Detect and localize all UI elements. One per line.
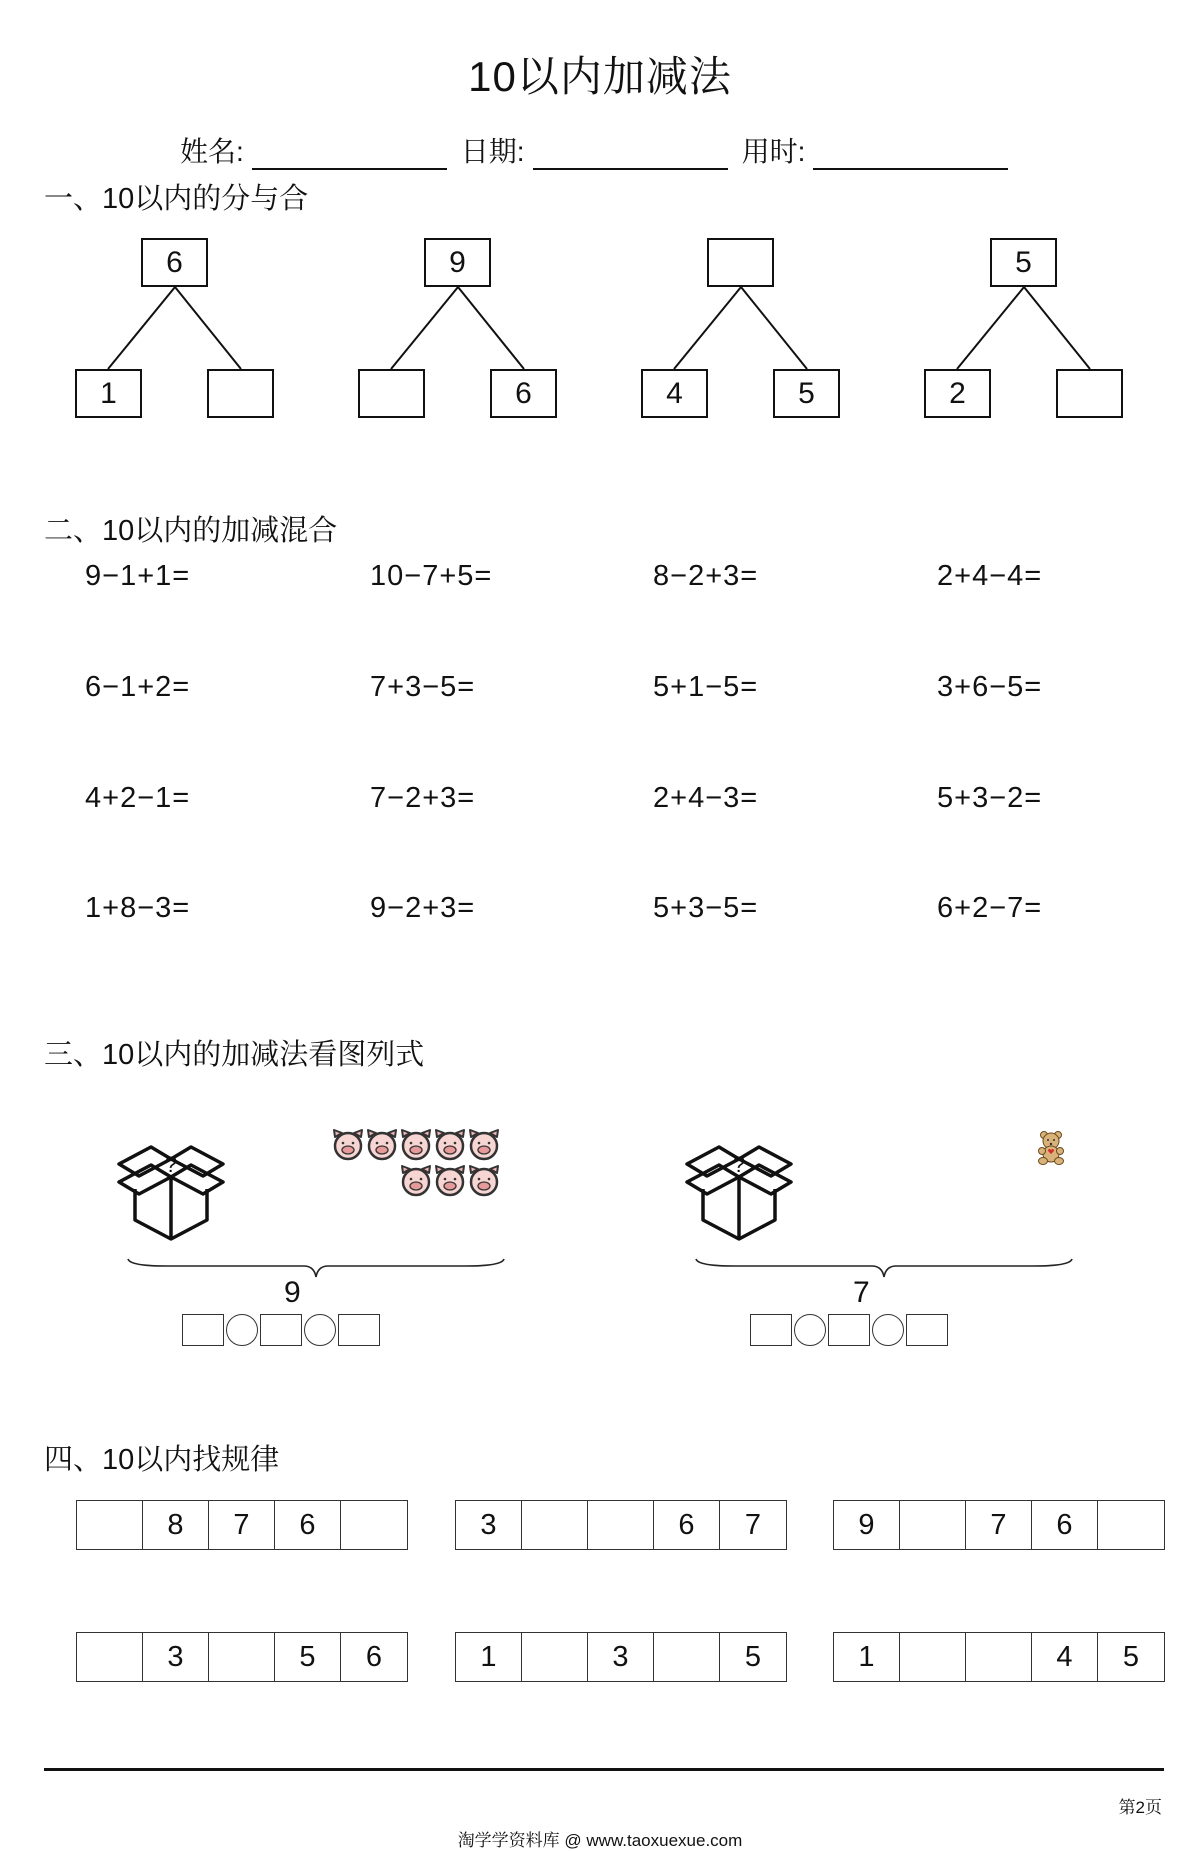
equation: 5+3−5=	[653, 892, 759, 924]
equation: 2+4−4=	[937, 560, 1043, 592]
section-2-heading: 二、10以内的加减混合	[44, 515, 338, 547]
sequence-cell[interactable]	[77, 1633, 143, 1681]
page-title: 10以内加减法	[468, 53, 732, 100]
time-field[interactable]	[813, 140, 1008, 170]
pattern-sequence	[76, 1500, 408, 1550]
sequence-cell[interactable]: 9	[834, 1501, 900, 1549]
section-1-heading: 一、10以内的分与合	[44, 183, 309, 215]
pattern-sequence	[76, 1632, 408, 1682]
bond-part-right[interactable]: 5	[773, 369, 840, 418]
sequence-cell[interactable]: 7	[966, 1501, 1032, 1549]
equation: 7+3−5=	[370, 671, 476, 703]
bond-part-left[interactable]: 4	[641, 369, 708, 418]
question-mark: ?	[164, 1152, 178, 1177]
sequence-cell[interactable]: 6	[365, 1640, 383, 1673]
sequence-cell[interactable]: 5	[1122, 1640, 1140, 1673]
answer-template	[182, 1314, 380, 1346]
equation: 1+8−3=	[85, 892, 191, 924]
operator-circle[interactable]	[226, 1314, 258, 1346]
equation: 10−7+5=	[370, 560, 493, 592]
bond-part-right[interactable]	[1056, 369, 1123, 418]
total-brace	[126, 1257, 506, 1285]
equation: 9−2+3=	[370, 892, 476, 924]
source-watermark: 淘学学资料库 @ www.taoxuexue.com	[457, 1831, 743, 1850]
sequence-cell[interactable]	[341, 1501, 407, 1549]
footer-divider	[44, 1768, 1164, 1771]
bond-whole[interactable]	[707, 238, 774, 287]
equation: 6−1+2=	[85, 671, 191, 703]
answer-box[interactable]	[750, 1314, 792, 1346]
teddy-bear-icon	[1036, 1130, 1066, 1166]
total-number: 7	[853, 1276, 870, 1309]
equation: 5+1−5=	[653, 671, 759, 703]
name-field[interactable]	[252, 140, 447, 170]
mystery-box-icon	[683, 1142, 795, 1242]
sequence-cell[interactable]: 4	[1032, 1633, 1098, 1681]
equation: 9−1+1=	[85, 560, 191, 592]
sequence-cell[interactable]: 6	[654, 1501, 720, 1549]
sequence-cell[interactable]: 7	[209, 1501, 275, 1549]
number-bond-3	[641, 238, 841, 418]
sequence-cell[interactable]: 8	[143, 1501, 209, 1549]
pattern-sequence	[455, 1500, 787, 1550]
mystery-box-icon	[115, 1142, 227, 1242]
equation: 8−2+3=	[653, 560, 759, 592]
operator-circle[interactable]	[872, 1314, 904, 1346]
equation: 2+4−3=	[653, 782, 759, 814]
bond-whole[interactable]: 5	[990, 238, 1057, 287]
sequence-cell[interactable]	[209, 1633, 275, 1681]
sequence-cell[interactable]	[522, 1633, 588, 1681]
answer-template	[750, 1314, 948, 1346]
equation: 4+2−1=	[85, 782, 191, 814]
bond-part-right[interactable]	[207, 369, 274, 418]
bond-part-left[interactable]	[358, 369, 425, 418]
equation: 7−2+3=	[370, 782, 476, 814]
date-field[interactable]	[533, 140, 728, 170]
bond-part-left[interactable]: 2	[924, 369, 991, 418]
sequence-cell[interactable]	[77, 1501, 143, 1549]
total-brace	[694, 1257, 1074, 1285]
answer-box[interactable]	[338, 1314, 380, 1346]
equation: 3+6−5=	[937, 671, 1043, 703]
operator-circle[interactable]	[304, 1314, 336, 1346]
operator-circle[interactable]	[794, 1314, 826, 1346]
question-mark: ?	[732, 1152, 746, 1177]
pattern-sequence	[833, 1632, 1165, 1682]
student-info-row	[180, 130, 1022, 170]
bond-whole[interactable]: 6	[141, 238, 208, 287]
pattern-sequence	[455, 1632, 787, 1682]
number-bond-4	[924, 238, 1124, 418]
sequence-cell[interactable]: 6	[275, 1501, 341, 1549]
equation: 6+2−7=	[937, 892, 1043, 924]
answer-box[interactable]	[260, 1314, 302, 1346]
date-label: 日期:	[460, 136, 525, 167]
sequence-cell[interactable]: 3	[456, 1501, 522, 1549]
pig-group-icons	[333, 1128, 508, 1203]
bond-part-left[interactable]: 1	[75, 369, 142, 418]
sequence-cell[interactable]: 6	[1032, 1501, 1098, 1549]
sequence-cell[interactable]: 5	[744, 1640, 762, 1673]
number-bond-1	[75, 238, 275, 418]
time-label: 用时:	[741, 136, 806, 167]
sequence-cell[interactable]: 5	[275, 1633, 341, 1681]
sequence-cell[interactable]: 7	[744, 1508, 762, 1541]
section-3-heading: 三、10以内的加减法看图列式	[44, 1039, 425, 1071]
sequence-cell[interactable]	[654, 1633, 720, 1681]
sequence-cell[interactable]: 1	[456, 1633, 522, 1681]
bond-part-right[interactable]: 6	[490, 369, 557, 418]
section-4-heading: 四、10以内找规律	[44, 1444, 280, 1476]
sequence-cell[interactable]	[588, 1501, 654, 1549]
page-number: 第2页	[1118, 1798, 1162, 1817]
sequence-cell[interactable]	[900, 1501, 966, 1549]
sequence-cell[interactable]	[522, 1501, 588, 1549]
answer-box[interactable]	[182, 1314, 224, 1346]
sequence-cell[interactable]: 1	[834, 1633, 900, 1681]
name-label: 姓名:	[180, 136, 244, 167]
equation: 5+3−2=	[937, 782, 1043, 814]
number-bond-2	[358, 238, 558, 418]
sequence-cell[interactable]: 3	[588, 1633, 654, 1681]
total-number: 9	[284, 1276, 301, 1309]
sequence-cell[interactable]: 3	[143, 1633, 209, 1681]
sequence-cell[interactable]	[1098, 1501, 1164, 1549]
answer-box[interactable]	[906, 1314, 948, 1346]
sequence-cell[interactable]	[900, 1633, 966, 1681]
answer-box[interactable]	[828, 1314, 870, 1346]
sequence-cell[interactable]	[966, 1633, 1032, 1681]
bond-whole[interactable]: 9	[424, 238, 491, 287]
pattern-sequence	[833, 1500, 1165, 1550]
